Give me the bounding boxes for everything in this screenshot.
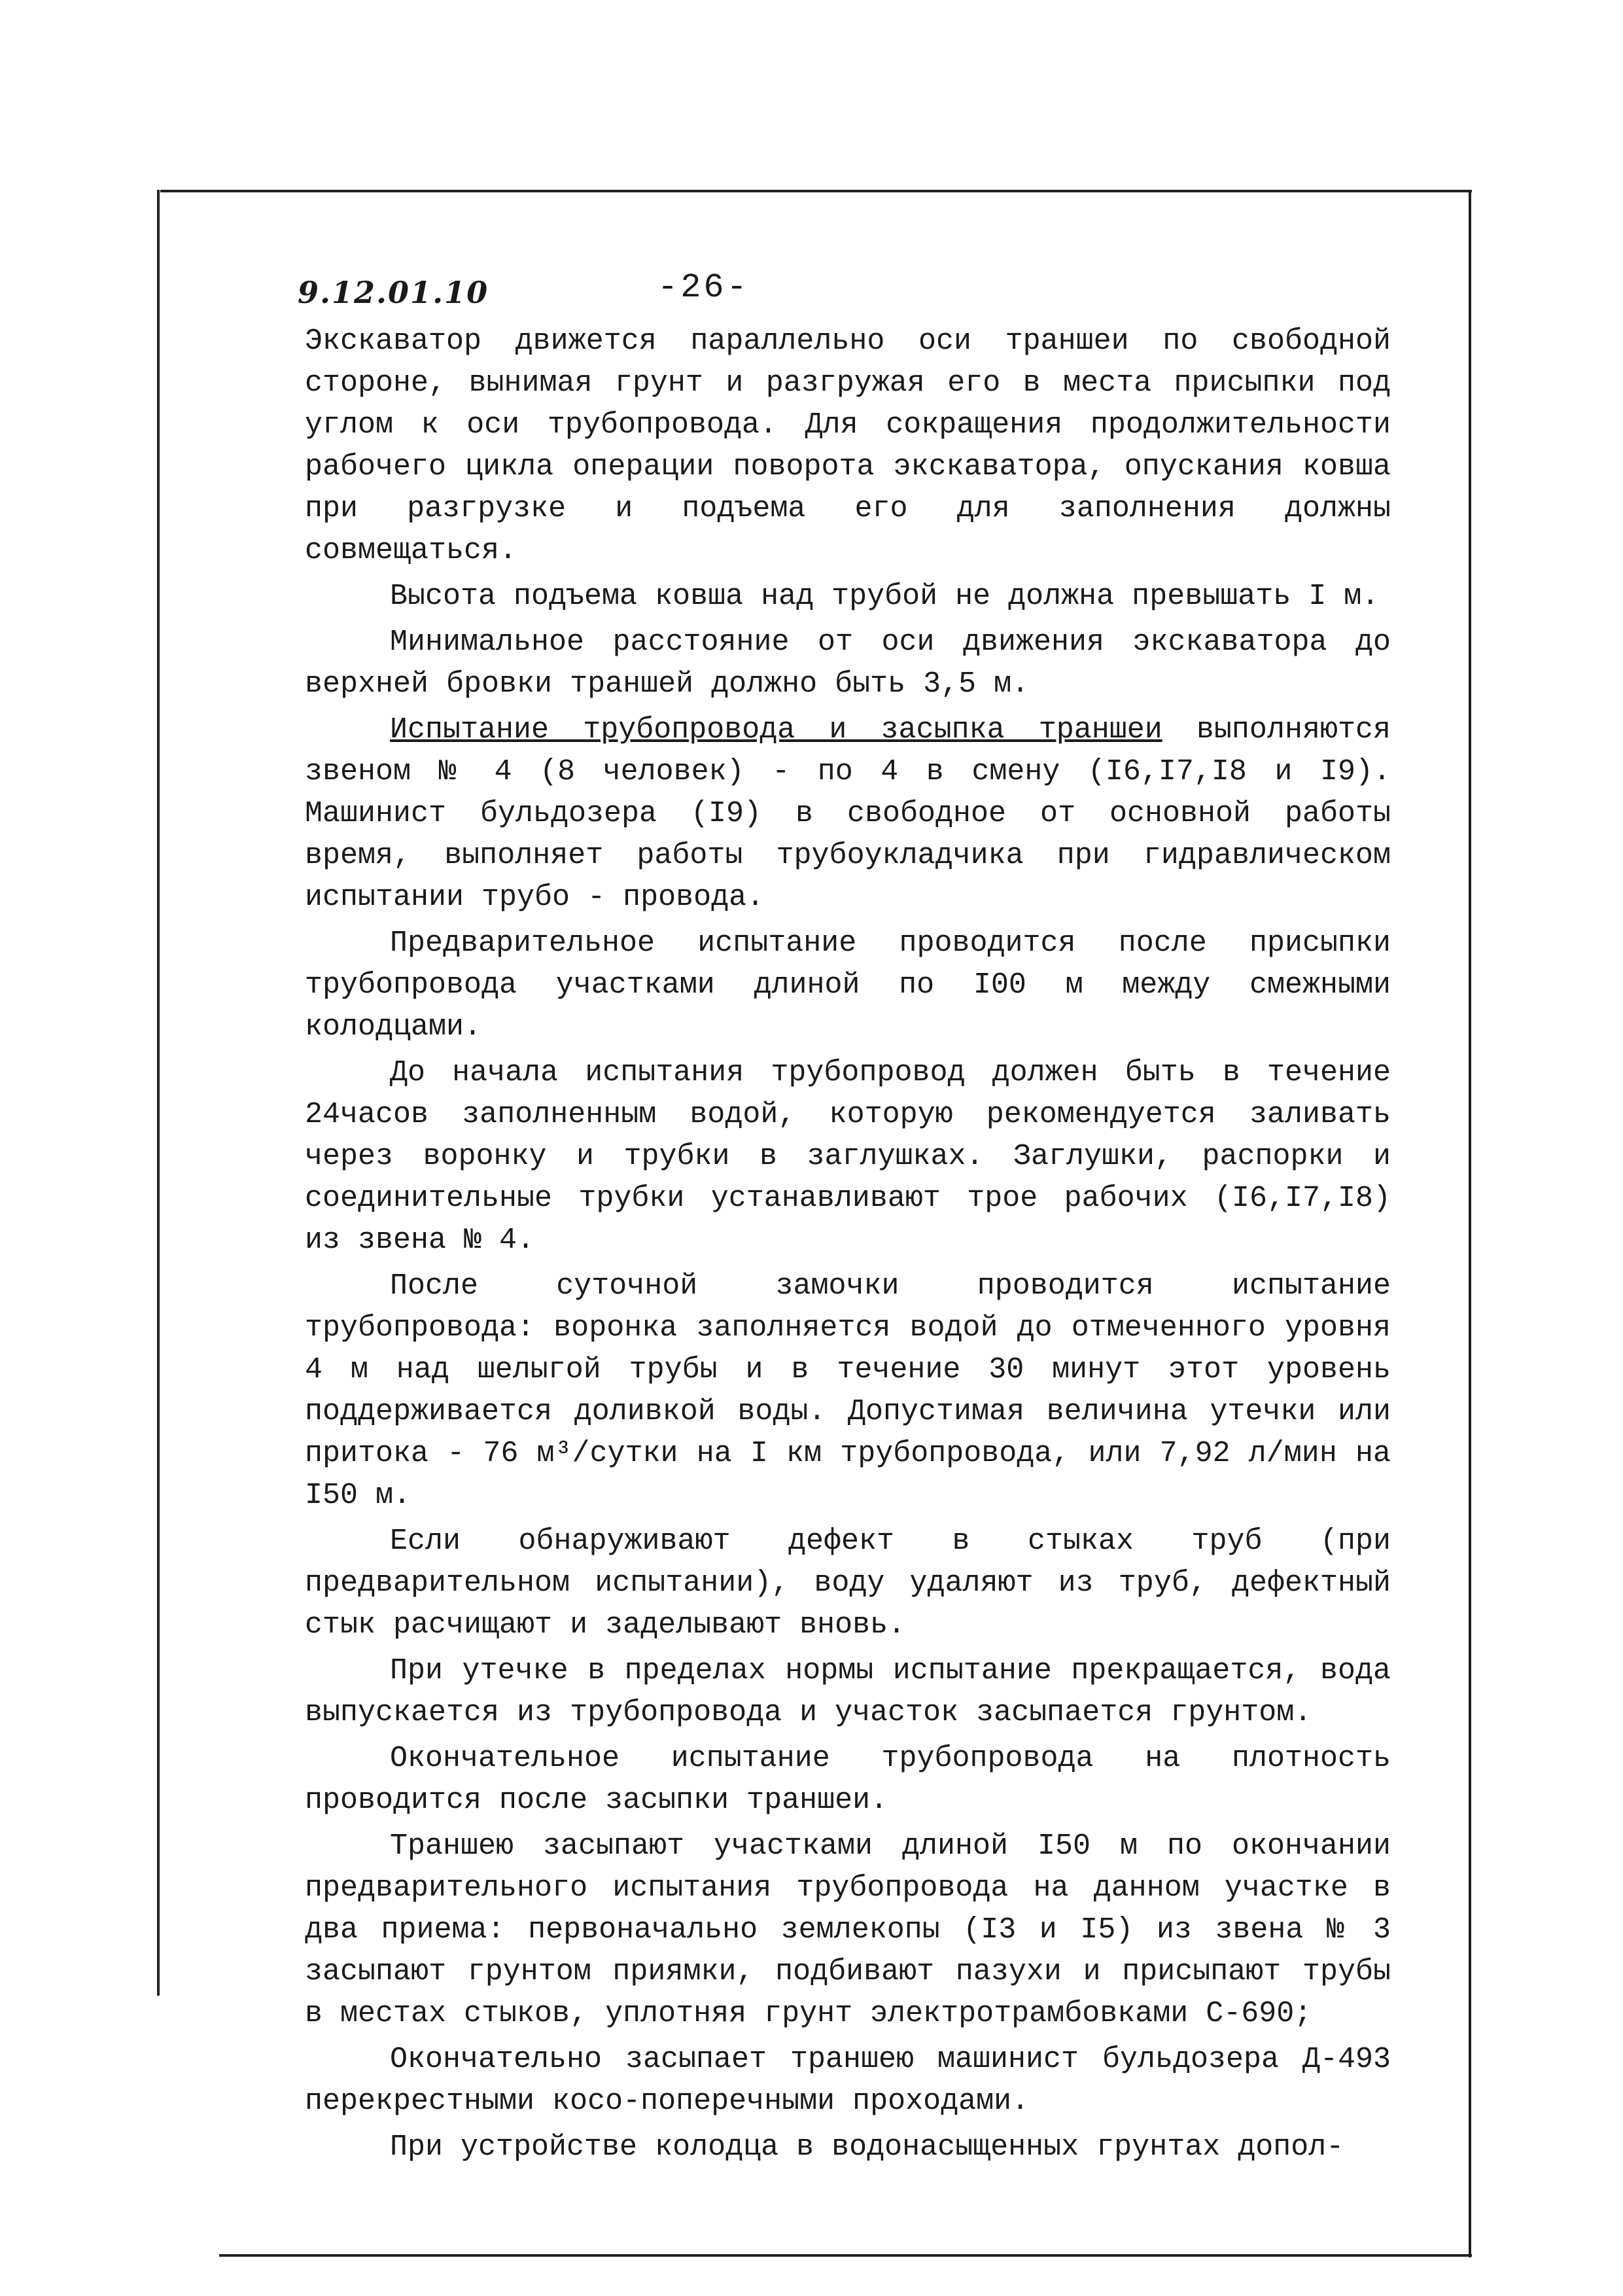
paragraph-6: До начала испытания трубопровод должен быть в течение 24часов заполненным водой, которую рекомендуется заливать через воронку и трубки в заглушках. Заглушки, распорки и соединительные трубки устанавливают трое рабочих (I6,I7,I8) из звена № 4. <box>305 1056 1391 1257</box>
paragraph-5: Предварительное испытание проводится после присыпки трубопровода участками длиной по I00 м между смежными колодцами. <box>305 927 1391 1044</box>
frame-top-line <box>160 190 1472 192</box>
paragraph-4 <box>305 709 1391 919</box>
frame-right-line <box>1469 190 1471 2257</box>
frame-left-line <box>157 190 160 1996</box>
paragraph-7: После суточной замочки проводится испытание трубопровода: воронка заполняется водой до отмеченного уровня 4 м над шелыгой трубы и в течение 30 минут этот уровень поддерживается доливкой воды. Допустимая величина утечки или притока - 76 м³/сутки на I км трубопровода, или 7,92 л/мин на I50 м. <box>305 1269 1391 1512</box>
paragraph-9: При утечке в пределах нормы испытание прекращается, вода выпускается из трубопровода и участок засыпается грунтом. <box>305 1654 1391 1729</box>
page-number: -26- <box>657 268 750 307</box>
body-text <box>305 321 1391 2172</box>
paragraph-4-text: выполняются звеном № 4 (8 человек) - по 4 в смену (I6,I7,I8 и I9). Машинист бульдозера (I9) в свободное от основной работы время, выполняет работы трубоукладчика при гидравлическом испытании трубо - провода. <box>305 713 1391 914</box>
paragraph-3: Минимальное расстояние от оси движения экскаватора до верхней бровки траншей должно быть 3,5 м. <box>305 626 1391 701</box>
document-code: 9.12.01.10 <box>298 275 489 310</box>
paragraph-12: Окончательно засыпает траншею машинист бульдозера Д-493 перекрестными косо-поперечными проходами. <box>305 2043 1391 2118</box>
paragraph-8: Если обнаруживают дефект в стыках труб (при предварительном испытании), воду удаляют из труб, дефектный стык расчищают и заделывают вновь. <box>305 1525 1391 1642</box>
paragraph-2: Высота подъема ковша над трубой не должна превышать I м. <box>390 580 1380 613</box>
section-heading: Испытание трубопровода и засыпка траншеи <box>390 713 1162 747</box>
frame-bottom-line <box>219 2254 1472 2257</box>
paragraph-10: Окончательное испытание трубопровода на плотность проводится после засыпки траншеи. <box>305 1742 1391 1817</box>
paragraph-13: При устройстве колодца в водонасыщенных грунтах допол- <box>390 2130 1344 2164</box>
paragraph-11: Траншею засыпают участками длиной I50 м по окончании предварительного испытания трубопровода на данном участке в два приема: первоначально землекопы (I3 и I5) из звена № 3 засыпают грунтом приямки, подбивают пазухи и присыпают трубы в местах стыков, уплотняя грунт электротрамбовками С-690; <box>305 1829 1391 2030</box>
paragraph-1: Экскаватор движется параллельно оси траншеи по свободной стороне, вынимая грунт и разгружая его в места присыпки под углом к оси трубопровода. Для сокращения продолжительности рабочего цикла операции поворота экскаватора, опускания ковша при разгрузке и подъема его для заполнения должны совмещаться. <box>305 325 1391 567</box>
page-header <box>298 268 1410 327</box>
